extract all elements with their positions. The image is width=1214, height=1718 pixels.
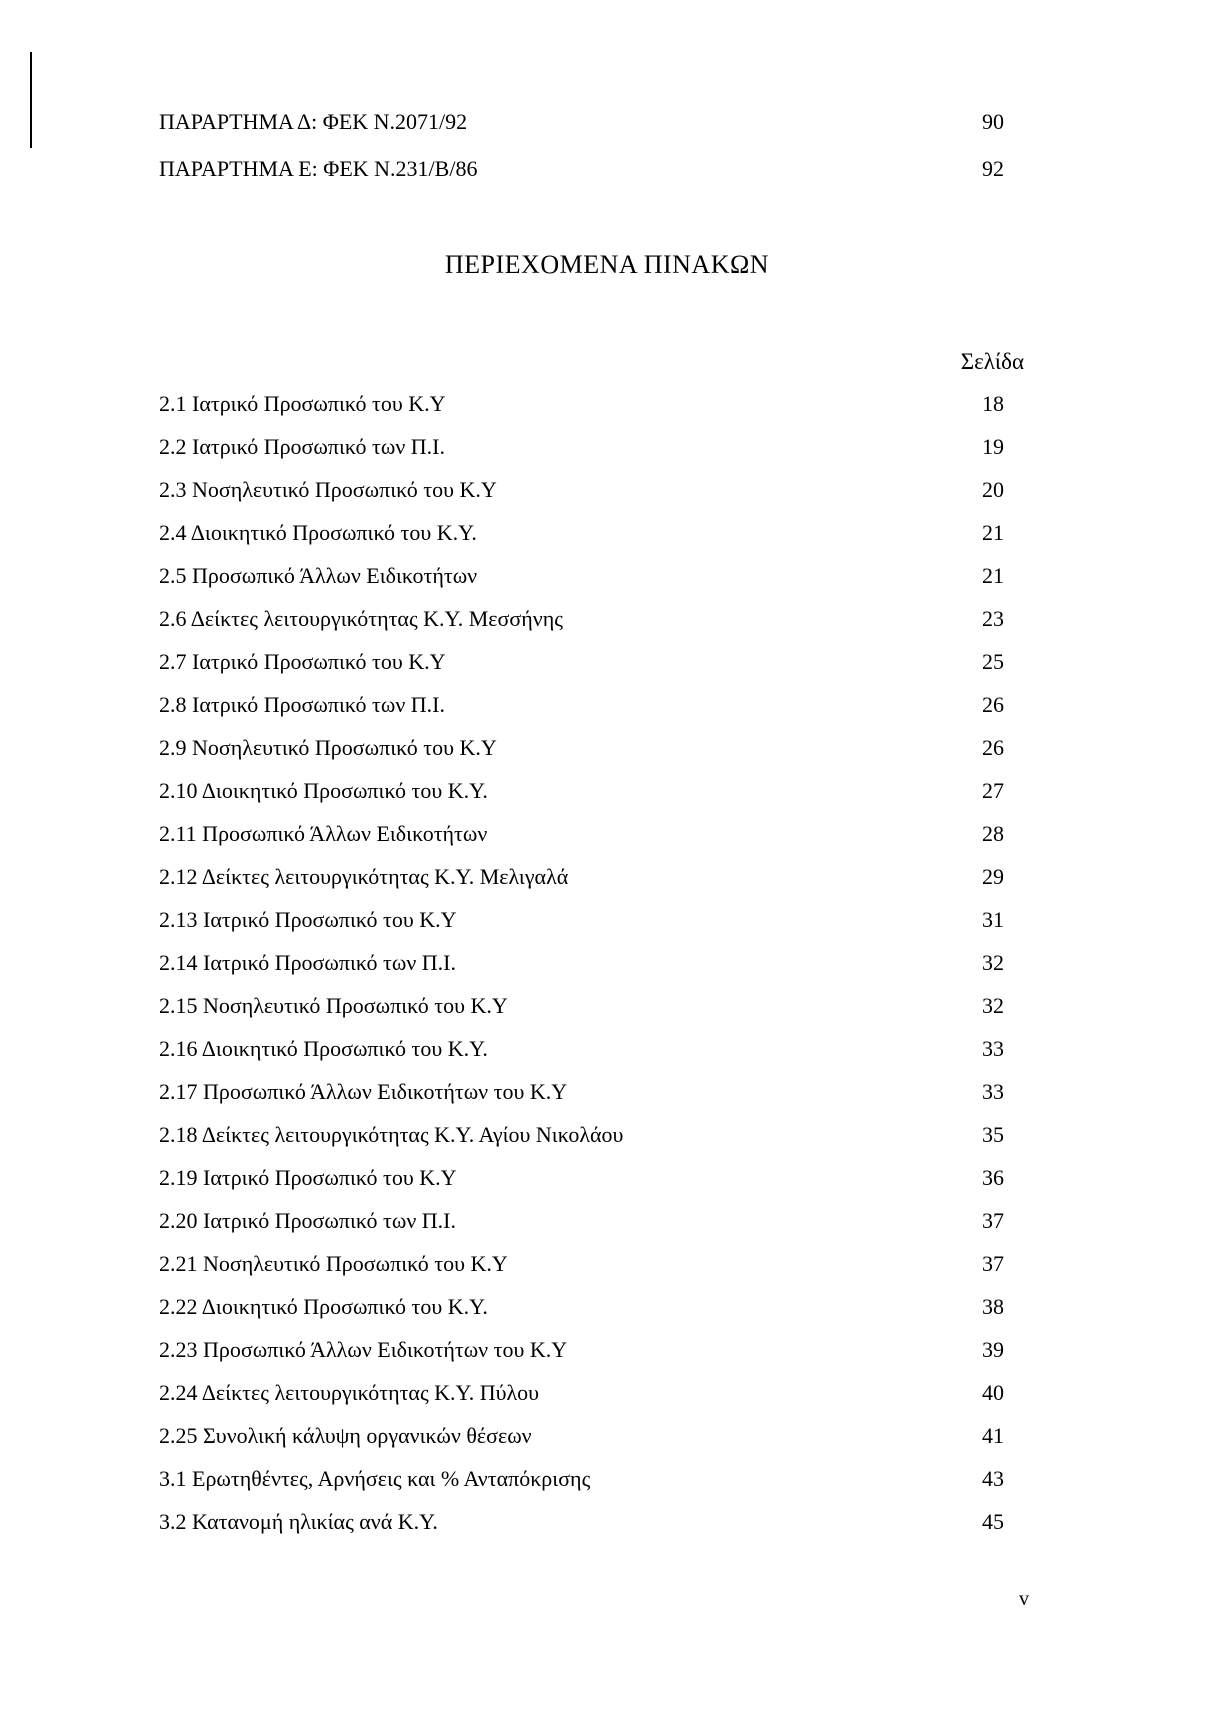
toc-entry-label: 2.19 Ιατρικό Προσωπικό του Κ.Υ bbox=[159, 1165, 457, 1190]
toc-entry bbox=[159, 732, 1004, 764]
toc-entry-page: 32 bbox=[982, 950, 1004, 975]
toc-entry bbox=[159, 775, 1004, 807]
toc-entry bbox=[159, 1420, 1004, 1452]
toc-entry bbox=[159, 1463, 1004, 1495]
toc-entry-label: 2.7 Ιατρικό Προσωπικό του Κ.Υ bbox=[159, 649, 446, 674]
toc-entry-label: 2.4 Διοικητικό Προσωπικό του Κ.Υ. bbox=[159, 520, 477, 545]
toc-entry-label: 2.3 Νοσηλευτικό Προσωπικό του Κ.Υ bbox=[159, 477, 497, 502]
toc-entry bbox=[159, 388, 1004, 420]
appendix-page-number: 90 bbox=[982, 109, 1004, 134]
toc-entry-label: 2.17 Προσωπικό Άλλων Ειδικοτήτων του Κ.Υ bbox=[159, 1079, 568, 1104]
toc-entry-page: 37 bbox=[982, 1251, 1004, 1276]
toc-entry-page: 33 bbox=[982, 1079, 1004, 1104]
toc-entry-page: 21 bbox=[982, 520, 1004, 545]
toc-entry bbox=[159, 431, 1004, 463]
toc-entry-page: 35 bbox=[982, 1122, 1004, 1147]
toc-entry-label: 2.1 Ιατρικό Προσωπικό του Κ.Υ bbox=[159, 391, 446, 416]
toc-entry-label: 2.21 Νοσηλευτικό Προσωπικό του Κ.Υ bbox=[159, 1251, 508, 1276]
toc-entry bbox=[159, 1506, 1004, 1538]
toc-entry-page: 25 bbox=[982, 649, 1004, 674]
toc-entry-label: 2.6 Δείκτες λειτουργικότητας Κ.Υ. Μεσσήνης bbox=[159, 606, 563, 631]
toc-entry bbox=[159, 990, 1004, 1022]
toc-entry-page: 23 bbox=[982, 606, 1004, 631]
toc-entry-label: 2.22 Διοικητικό Προσωπικό του Κ.Υ. bbox=[159, 1294, 488, 1319]
toc-entry-page: 26 bbox=[982, 735, 1004, 760]
toc-entry-page: 19 bbox=[982, 434, 1004, 459]
toc-entry-page: 27 bbox=[982, 778, 1004, 803]
toc-entry bbox=[159, 904, 1004, 936]
toc-entry bbox=[159, 1334, 1004, 1366]
toc-entry bbox=[159, 1033, 1004, 1065]
toc-entry-label: 2.13 Ιατρικό Προσωπικό του Κ.Υ bbox=[159, 907, 457, 932]
toc-entry bbox=[159, 947, 1004, 979]
toc-entry bbox=[159, 1248, 1004, 1280]
appendix-entry bbox=[159, 106, 1004, 138]
toc-entry-page: 28 bbox=[982, 821, 1004, 846]
toc-entry-label: 2.16 Διοικητικό Προσωπικό του Κ.Υ. bbox=[159, 1036, 488, 1061]
appendix-label: ΠΑΡΑΡΤΗΜΑ Δ: ΦΕΚ Ν.2071/92 bbox=[159, 109, 468, 134]
toc-entry bbox=[159, 1291, 1004, 1323]
toc-entry-label: 2.10 Διοικητικό Προσωπικό του Κ.Υ. bbox=[159, 778, 488, 803]
toc-entry-page: 29 bbox=[982, 864, 1004, 889]
toc-entry bbox=[159, 818, 1004, 850]
toc-entry-page: 33 bbox=[982, 1036, 1004, 1061]
toc-entry bbox=[159, 603, 1004, 635]
toc-entry-label: 3.1 Ερωτηθέντες, Αρνήσεις και % Ανταπόκρισης bbox=[159, 1466, 591, 1491]
toc-entry-page: 40 bbox=[982, 1380, 1004, 1405]
toc-entry-label: 2.25 Συνολική κάλυψη οργανικών θέσεων bbox=[159, 1423, 532, 1448]
toc-entry-page: 43 bbox=[982, 1466, 1004, 1491]
toc-entry-page: 39 bbox=[982, 1337, 1004, 1362]
toc-entry-label: 2.15 Νοσηλευτικό Προσωπικό του Κ.Υ bbox=[159, 993, 508, 1018]
toc-entry-label: 2.9 Νοσηλευτικό Προσωπικό του Κ.Υ bbox=[159, 735, 497, 760]
toc-entry-label: 2.14 Ιατρικό Προσωπικό των Π.Ι. bbox=[159, 950, 457, 975]
toc-entry-page: 31 bbox=[982, 907, 1004, 932]
toc-entry-label: 2.12 Δείκτες λειτουργικότητας Κ.Υ. Μελιγαλά bbox=[159, 864, 569, 889]
toc-entry bbox=[159, 689, 1004, 721]
toc-entry bbox=[159, 1205, 1004, 1237]
appendix-page-number: 92 bbox=[982, 156, 1004, 181]
toc-entry-label: 2.24 Δείκτες λειτουργικότητας Κ.Υ. Πύλου bbox=[159, 1380, 540, 1405]
toc-entry-label: 2.2 Ιατρικό Προσωπικό των Π.Ι. bbox=[159, 434, 446, 459]
toc-entry-label: 2.20 Ιατρικό Προσωπικό των Π.Ι. bbox=[159, 1208, 457, 1233]
scan-margin-mark bbox=[30, 52, 32, 148]
toc-entry-page: 37 bbox=[982, 1208, 1004, 1233]
toc-entry-page: 36 bbox=[982, 1165, 1004, 1190]
toc-entry-label: 2.18 Δείκτες λειτουργικότητας Κ.Υ. Αγίου Νικολάου bbox=[159, 1122, 624, 1147]
section-title: ΠΕΡΙΕΧΟΜΕΝΑ ΠΙΝΑΚΩΝ bbox=[444, 250, 770, 279]
toc-entry-page: 38 bbox=[982, 1294, 1004, 1319]
appendix-entry bbox=[159, 153, 1004, 185]
footer-page-number: v bbox=[1019, 1588, 1029, 1610]
toc-entry bbox=[159, 1119, 1004, 1151]
toc-entry-page: 32 bbox=[982, 993, 1004, 1018]
toc-entry-page: 45 bbox=[982, 1509, 1004, 1534]
toc-entry bbox=[159, 474, 1004, 506]
appendix-label: ΠΑΡΑΡΤΗΜΑ Ε: ΦΕΚ Ν.231/Β/86 bbox=[159, 156, 478, 181]
toc-entry bbox=[159, 861, 1004, 893]
toc-entry bbox=[159, 560, 1004, 592]
toc-entry-page: 26 bbox=[982, 692, 1004, 717]
toc-entry-page: 41 bbox=[982, 1423, 1004, 1448]
toc-entry bbox=[159, 1377, 1004, 1409]
toc-entry-label: 2.23 Προσωπικό Άλλων Ειδικοτήτων του Κ.Υ bbox=[159, 1337, 568, 1362]
toc-entry-label: 2.11 Προσωπικό Άλλων Ειδικοτήτων bbox=[159, 821, 488, 846]
toc-entry bbox=[159, 517, 1004, 549]
page-column-header: Σελίδα bbox=[960, 349, 1024, 374]
toc-entry-label: 2.8 Ιατρικό Προσωπικό των Π.Ι. bbox=[159, 692, 446, 717]
toc-entry bbox=[159, 1162, 1004, 1194]
toc-entry-page: 18 bbox=[982, 391, 1004, 416]
toc-entry-label: 3.2 Κατανομή ηλικίας ανά Κ.Υ. bbox=[159, 1509, 438, 1534]
toc-entry-page: 20 bbox=[982, 477, 1004, 502]
toc-entry bbox=[159, 1076, 1004, 1108]
toc-entry-label: 2.5 Προσωπικό Άλλων Ειδικοτήτων bbox=[159, 563, 478, 588]
toc-entry bbox=[159, 646, 1004, 678]
toc-entry-page: 21 bbox=[982, 563, 1004, 588]
